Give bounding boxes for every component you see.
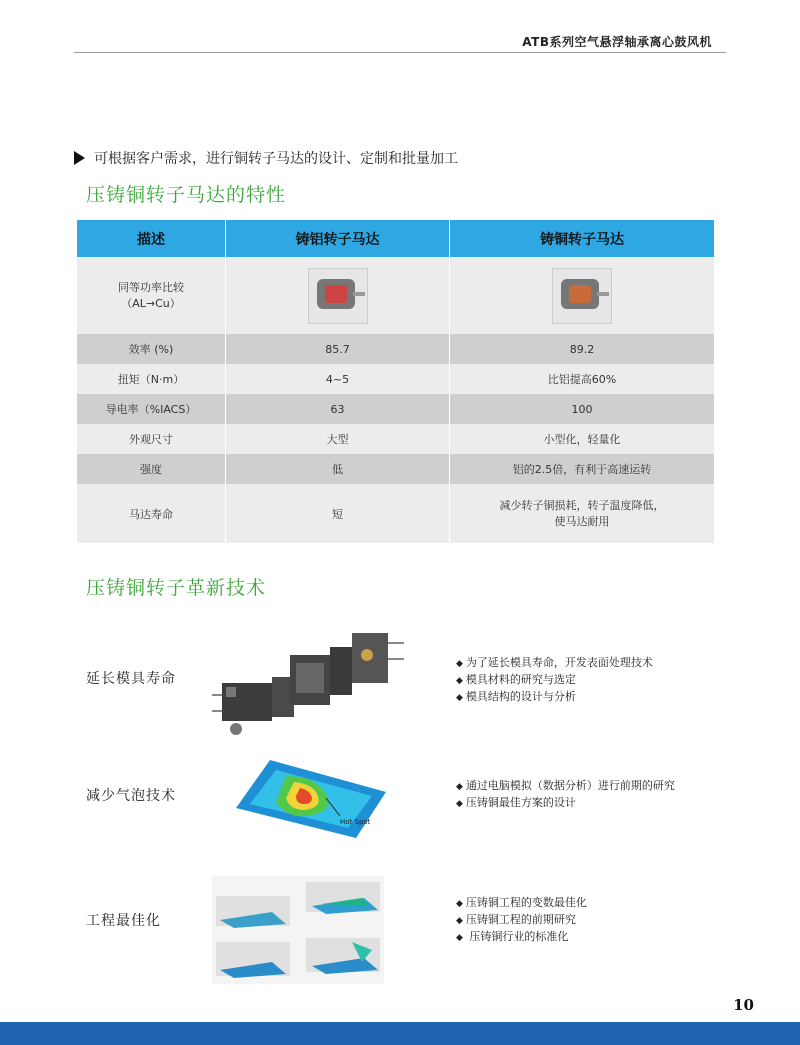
table-cell xyxy=(226,257,450,334)
copper-rotor-motor-image xyxy=(552,268,612,324)
bullet-item: ◆ 压铸铜工程的变数最佳化 xyxy=(456,895,587,912)
table-cell: 外观尺寸 xyxy=(77,424,226,454)
compare-label-line: 同等功率比较 xyxy=(118,280,184,294)
table-row xyxy=(77,484,714,543)
table-row xyxy=(77,364,714,394)
table-cell: 效率 (%) xyxy=(77,334,226,364)
thermal-simulation-image xyxy=(236,758,396,838)
bullet-list xyxy=(456,778,675,812)
table-row xyxy=(77,334,714,364)
table-cell xyxy=(77,257,226,334)
tech-label-bubble-reduction: 减少气泡技术 xyxy=(86,788,176,804)
tech-label-process-optimization: 工程最佳化 xyxy=(86,913,161,929)
table-cell: 低 xyxy=(226,454,450,484)
intro-text: 可根据客户需求，进行铜转子马达的设计、定制和批量加工 xyxy=(94,151,458,167)
table-cell: 大型 xyxy=(226,424,450,454)
table-cell: 89.2 xyxy=(450,334,714,364)
mold-exploded-image xyxy=(212,625,412,735)
life-cu-line: 减少转子铜损耗，转子温度降低， xyxy=(499,498,665,512)
header-divider xyxy=(74,52,726,53)
table-cell: 小型化，轻量化 xyxy=(450,424,714,454)
comparison-table xyxy=(77,220,714,543)
play-triangle-icon xyxy=(74,151,85,165)
table-cell: 强度 xyxy=(77,454,226,484)
bullet-item: ◆ 压铸铜行业的标准化 xyxy=(456,929,587,946)
header-title: ATB系列空气悬浮轴承离心鼓风机 xyxy=(522,35,712,49)
life-cu-line: 使马达耐用 xyxy=(554,514,610,528)
table-row xyxy=(77,424,714,454)
footer-bar xyxy=(0,1022,800,1045)
table-cell: 导电率（%IACS） xyxy=(77,394,226,424)
page-number: 10 xyxy=(733,996,754,1014)
table-cell: 100 xyxy=(450,394,714,424)
table-header-row xyxy=(77,220,714,257)
table-row xyxy=(77,257,714,334)
bullet-item: ◆ 通过电脑模拟（数据分析）进行前期的研究 xyxy=(456,778,675,795)
bullet-item: ◆ 为了延长模具寿命，开发表面处理技术 xyxy=(456,655,653,672)
section-title-innovation: 压铸铜转子革新技术 xyxy=(86,577,267,599)
bullet-item: ◆ 压铸铜最佳方案的设计 xyxy=(456,795,675,812)
process-simulation-grid-image xyxy=(212,876,384,984)
tech-label-mold-life: 延长模具寿命 xyxy=(86,671,176,687)
intro-line xyxy=(74,148,458,168)
table-cell: 铝的2.5倍，有利于高速运转 xyxy=(450,454,714,484)
table-cell: 马达寿命 xyxy=(77,484,226,543)
table-cell xyxy=(450,257,714,334)
section-title-features: 压铸铜转子马达的特性 xyxy=(86,184,287,206)
table-cell: 扭矩（N·m） xyxy=(77,364,226,394)
table-row xyxy=(77,454,714,484)
table-cell: 4~5 xyxy=(226,364,450,394)
table-header-cell: 描述 xyxy=(77,220,226,257)
bullet-list xyxy=(456,655,653,706)
bullet-list xyxy=(456,895,587,946)
compare-label-line: （AL→Cu） xyxy=(121,296,181,310)
table-cell xyxy=(450,484,714,543)
hot-spot-label: Hot Spot xyxy=(340,818,371,826)
table-row xyxy=(77,394,714,424)
table-cell: 短 xyxy=(226,484,450,543)
table-cell: 比铝提高60% xyxy=(450,364,714,394)
table-cell: 63 xyxy=(226,394,450,424)
table-header-cell: 铸铝转子马达 xyxy=(226,220,450,257)
bullet-item: ◆ 模具结构的设计与分析 xyxy=(456,689,653,706)
table-cell: 85.7 xyxy=(226,334,450,364)
aluminum-rotor-motor-image xyxy=(308,268,368,324)
bullet-item: ◆ 模具材料的研究与选定 xyxy=(456,672,653,689)
table-header-cell: 铸铜转子马达 xyxy=(450,220,714,257)
bullet-item: ◆ 压铸铜工程的前期研究 xyxy=(456,912,587,929)
